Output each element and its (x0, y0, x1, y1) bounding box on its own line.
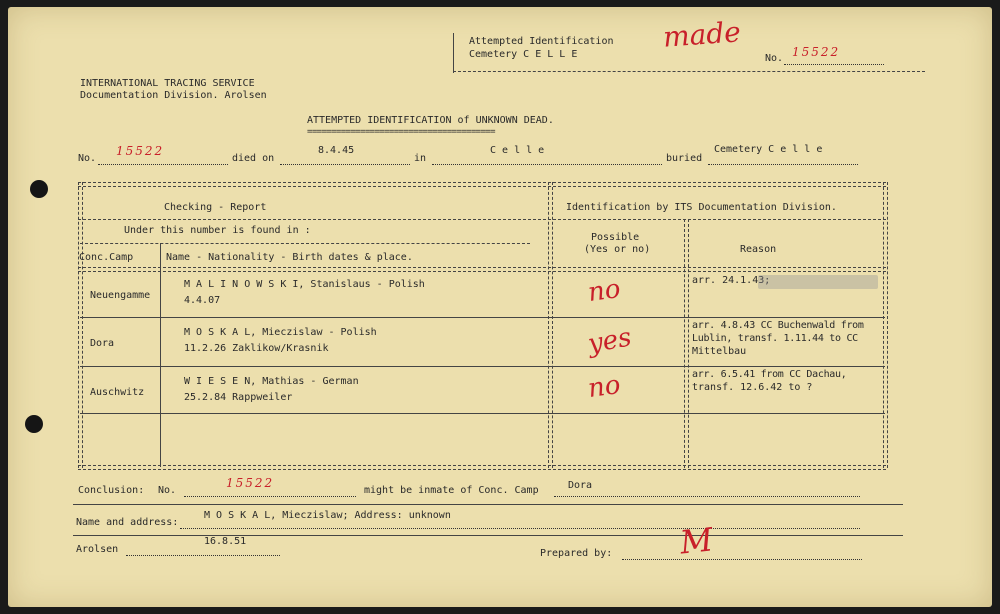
row-possible: yes (585, 322, 634, 360)
row-name-line2: 25.2.84 Rappweiler (184, 392, 293, 403)
header-box-line1: Attempted Identification (469, 36, 614, 47)
checking-report-header: Checking - Report (164, 202, 267, 213)
record-no-label: No. (78, 153, 97, 164)
title-underline: ======================================= (307, 127, 495, 137)
col-possible-1: Possible (591, 232, 640, 243)
col-camp: Conc.Camp (79, 252, 134, 263)
conclusion-no-value: 15522 (226, 476, 275, 490)
page-title: ATTEMPTED IDENTIFICATION of UNKNOWN DEAD. (307, 115, 554, 126)
row-possible: no (586, 369, 623, 405)
conclusion-camp: Dora (568, 480, 593, 491)
identification-header: Identification by ITS Documentation Division. (566, 202, 837, 213)
in-label: in (414, 153, 427, 164)
org-line1: INTERNATIONAL TRACING SERVICE (80, 78, 255, 89)
col-possible-2: (Yes or no) (584, 244, 651, 255)
record-no-value: 15522 (116, 144, 165, 158)
row-name-line1: M O S K A L, Mieczislaw - Polish (184, 327, 377, 338)
row-reason-line2: Lublin, transf. 1.11.44 to CC (692, 333, 858, 344)
document-card (8, 7, 992, 607)
under-number-text: Under this number is found in : (124, 225, 311, 236)
conclusion-label: Conclusion: (78, 485, 145, 496)
row-name-line1: W I E S E N, Mathias - German (184, 376, 359, 387)
row-reason-line1: arr. 6.5.41 from CC Dachau, (692, 369, 847, 380)
row-name-line1: M A L I N O W S K I, Stanislaus - Polish (184, 279, 425, 290)
row-name-line2: 11.2.26 Zaklikow/Krasnik (184, 343, 329, 354)
died-value: 8.4.45 (318, 145, 355, 156)
signature: M (678, 520, 715, 562)
made-stamp: made (661, 15, 742, 54)
row-name-line2: 4.4.07 (184, 295, 221, 306)
footer-date: 16.8.51 (204, 536, 247, 547)
col-reason: Reason (740, 244, 777, 255)
header-no-value: 15522 (792, 45, 841, 59)
conclusion-middle: might be inmate of Conc. Camp (364, 485, 539, 496)
org-line2: Documentation Division. Arolsen (80, 90, 267, 101)
row-reason-line1: arr. 4.8.43 CC Buchenwald from (692, 320, 864, 331)
row-reason-line3: Mittelbau (692, 346, 747, 357)
buried-label: buried (666, 153, 703, 164)
buried-value: Cemetery C e l l e (714, 144, 823, 155)
header-no-label: No. (765, 53, 784, 64)
prepared-label: Prepared by: (540, 548, 613, 559)
footer-place: Arolsen (76, 544, 119, 555)
punch-hole-bottom (25, 415, 43, 433)
died-label: died on (232, 153, 275, 164)
punch-hole-top (30, 180, 48, 198)
col-name: Name - Nationality - Birth dates & place. (166, 252, 413, 263)
row-reason-line1: arr. 24.1.43; (692, 275, 771, 286)
row-camp: Dora (90, 338, 115, 349)
in-value: C e l l e (490, 145, 545, 156)
conclusion-no-label: No. (158, 485, 177, 496)
row-camp: Auschwitz (90, 387, 145, 398)
name-address-label: Name and address: (76, 517, 179, 528)
row-possible: no (586, 273, 623, 309)
row-camp: Neuengamme (90, 290, 151, 301)
header-box-line2: Cemetery C E L L E (469, 49, 578, 60)
row-reason-line2: transf. 12.6.42 to ? (692, 382, 813, 393)
name-address-value: M O S K A L, Mieczislaw; Address: unknown (204, 510, 451, 521)
